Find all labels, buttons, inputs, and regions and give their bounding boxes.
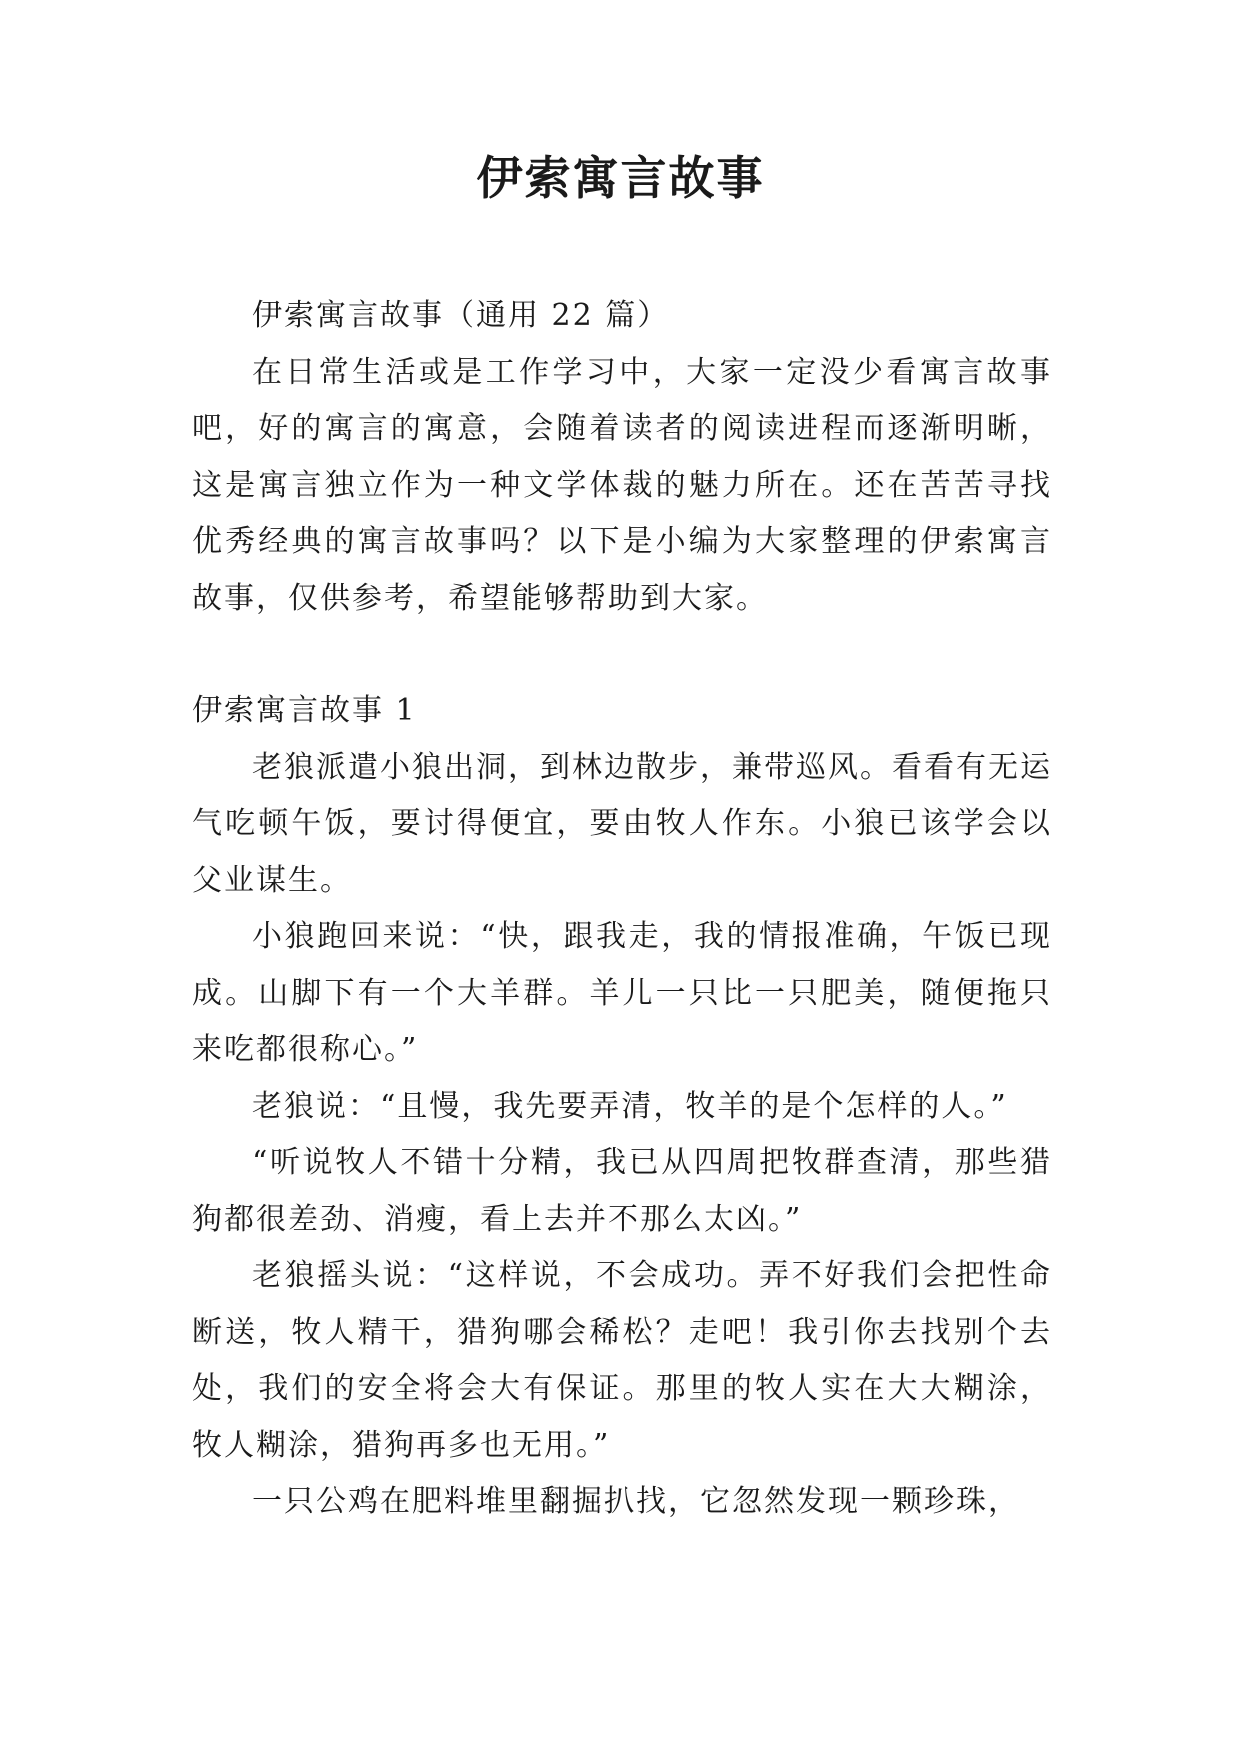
- document-subtitle: 伊索寓言故事（通用 22 篇）: [252, 298, 670, 333]
- story-paragraph: 老狼派遣小狼出洞，到林边散步，兼带巡风。看看有无运气吃顿午饭，要讨得便宜，要由牧人作东。小狼已该学会以父业谋生。: [192, 749, 1052, 898]
- story-paragraph: “听说牧人不错十分精，我已从四周把牧群查清，那些猎狗都很差劲、消瘦，看上去并不那么太凶。”: [192, 1145, 1052, 1237]
- section-heading: 伊索寓言故事 1: [192, 693, 417, 728]
- story-paragraph: 小狼跑回来说：“快，跟我走，我的情报准确，午饭已现成。山脚下有一个大羊群。羊儿一只比一只肥美，随便拖只来吃都很称心。”: [192, 919, 1052, 1067]
- story-paragraph: 老狼说：“且慢，我先要弄清，牧羊的是个怎样的人。”: [252, 1088, 1008, 1124]
- document-title: 伊索寓言故事: [476, 151, 765, 205]
- document-body: [192, 288, 1052, 1531]
- story-paragraph: 老狼摇头说：“这样说，不会成功。弄不好我们会把性命断送，牧人精干，猎狗哪会稀松？走吧！我引你去找别个去处，我们的安全将会大有保证。那里的牧人实在大大糊涂，牧人糊涂，猎狗再多也无用。”: [192, 1258, 1052, 1463]
- intro-paragraph: 在日常生活或是工作学习中，大家一定没少看寓言故事吧，好的寓言的寓意，会随着读者的阅读进程而逐渐明晰，这是寓言独立作为一种文学体裁的魅力所在。还在苦苦寻找优秀经典的寓言故事吗？以下是小编为大家整理的伊索寓言故事，仅供参考，希望能够帮助到大家。: [192, 354, 1052, 616]
- story-paragraph: 一只公鸡在肥料堆里翻掘扒找，它忽然发现一颗珍珠，: [252, 1484, 1020, 1519]
